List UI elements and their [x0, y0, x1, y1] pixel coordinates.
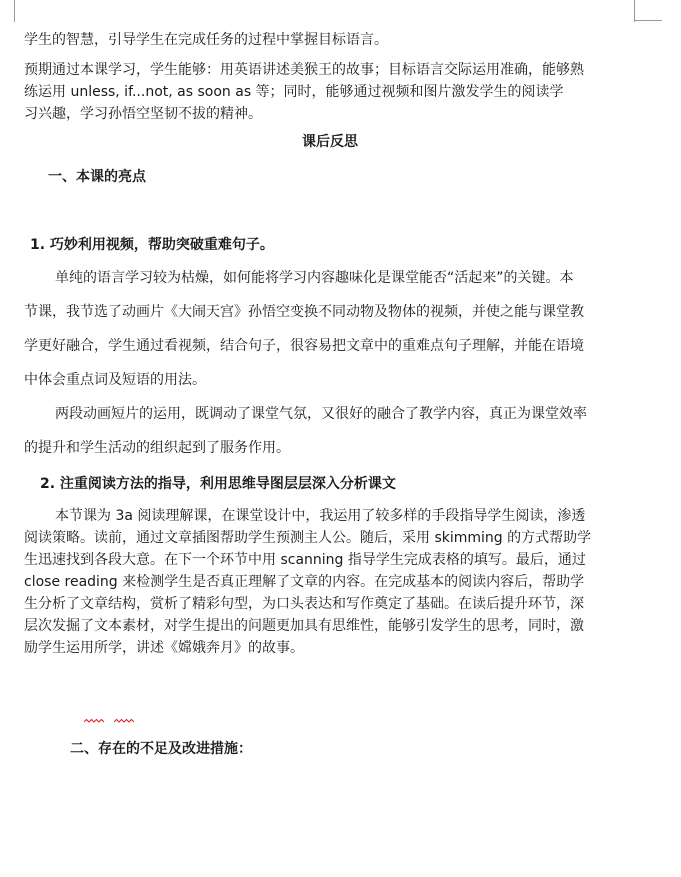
paragraph-line: 生分析了文章结构，赏析了精彩句型，为口头表达和写作奠定了基础。在读后提升环节，深	[24, 596, 584, 612]
paragraph-line: 本节课为 3a 阅读理解课，在课堂设计中，我运用了较多样的手段指导学生阅读，渗透	[55, 508, 586, 524]
crop-mark-right-horizontal	[634, 20, 662, 21]
text-line: 学生的智慧，引导学生在完成任务的过程中掌握目标语言。	[24, 32, 388, 48]
paragraph-line: 生迅速找到各段大意。在下一个环节中用 scanning 指导学生完成表格的填写。最后，通过	[24, 552, 586, 568]
spellcheck-underline	[114, 718, 134, 724]
text-line: 习兴趣，学习孙悟空坚韧不拔的精神。	[24, 106, 262, 122]
crop-mark-left	[14, 0, 15, 22]
paragraph-line: 单纯的语言学习较为枯燥，如何能将学习内容趣味化是课堂能否“活起来”的关键。本	[55, 270, 574, 286]
text-line: 练运用 unless, if...not, as soon as 等；同时，能够通过视频和图片激发学生的阅读学	[24, 84, 564, 100]
paragraph-line: 中体会重点词及短语的用法。	[24, 372, 206, 388]
section-title: 课后反思	[302, 134, 358, 150]
text-line: 预期通过本课学习，学生能够：用英语讲述美猴王的故事；目标语言交际运用准确，能够熟	[24, 62, 584, 78]
paragraph-line: 的提升和学生活动的组织起到了服务作用。	[24, 440, 290, 456]
spellcheck-underline	[84, 718, 104, 724]
heading-improvements: 二、存在的不足及改进措施：	[70, 741, 252, 757]
paragraph-line: 阅读策略。读前，通过文章插图帮助学生预测主人公。随后，采用 skimming 的方式帮助学	[24, 530, 592, 546]
paragraph-line: 层次发掘了文本素材，对学生提出的问题更加具有思维性，能够引发学生的思考，同时，激	[24, 618, 584, 634]
crop-mark-right	[634, 0, 635, 22]
paragraph-line: 两段动画短片的运用，既调动了课堂气氛，又很好的融合了教学内容，真正为课堂效率	[55, 406, 587, 422]
heading-highlights: 一、本课的亮点	[48, 169, 146, 185]
paragraph-line: 节课，我节选了动画片《大闹天宫》孙悟空变换不同动物及物体的视频，并使之能与课堂教	[24, 304, 584, 320]
heading-video: 1. 巧妙利用视频，帮助突破重难句子。	[30, 237, 274, 253]
paragraph-line: 励学生运用所学，讲述《嫦娥奔月》的故事。	[24, 640, 304, 656]
heading-reading-methods: 2. 注重阅读方法的指导，利用思维导图层层深入分析课文	[40, 476, 396, 492]
paragraph-line: close reading 来检测学生是否真正理解了文章的内容。在完成基本的阅读内容后，帮助学	[24, 574, 585, 590]
paragraph-line: 学更好融合，学生通过看视频，结合句子，很容易把文章中的重难点句子理解，并能在语境	[24, 338, 584, 354]
